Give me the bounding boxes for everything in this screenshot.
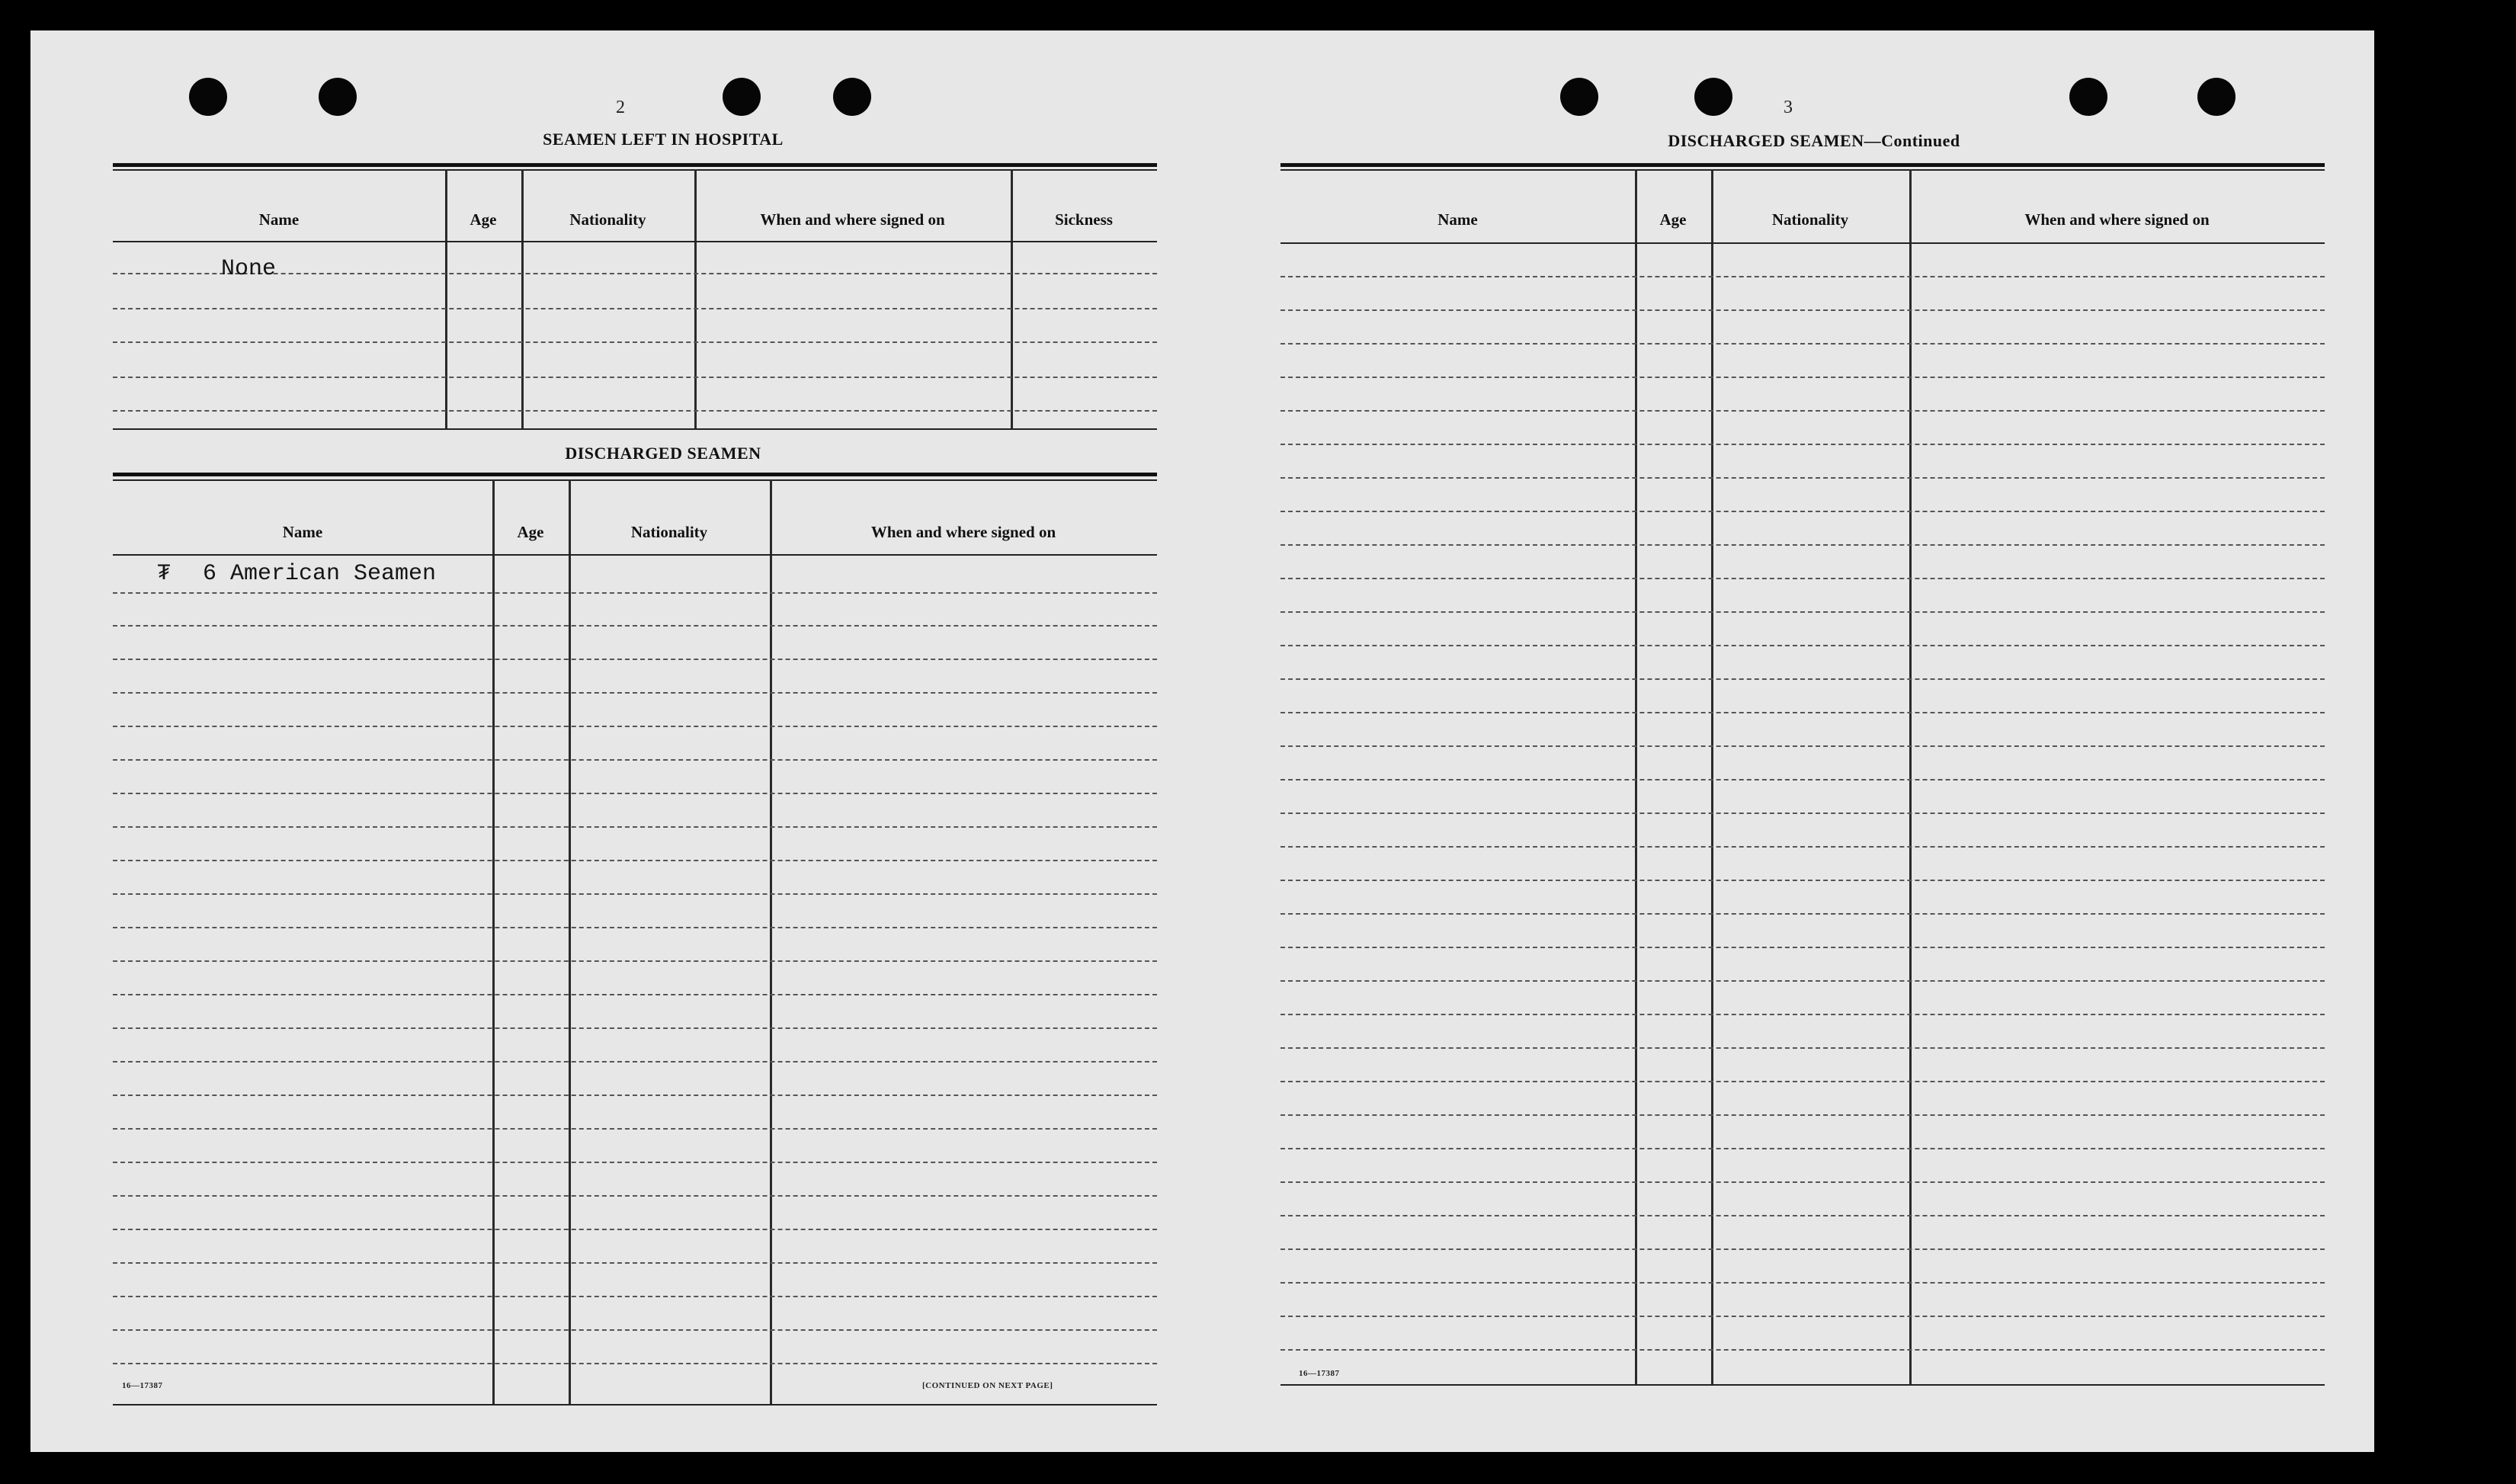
header-age: Age	[517, 523, 544, 541]
punch-hole	[2197, 78, 2236, 116]
title-main: DISCHARGED SEAMEN	[1668, 131, 1864, 150]
header-nationality: Nationality	[630, 523, 708, 541]
punch-hole	[2069, 78, 2107, 116]
page-number-left: 2	[616, 98, 625, 117]
header-name: Name	[282, 523, 323, 541]
header-signed-on: When and where signed on	[2024, 210, 2210, 229]
document-spread	[30, 30, 2374, 1452]
title-suffix: —Continued	[1864, 131, 1960, 150]
punch-hole	[1694, 78, 1732, 116]
hospital-section-title: SEAMEN LEFT IN HOSPITAL	[543, 130, 784, 149]
discharged-table-right	[1280, 160, 2325, 1395]
punch-hole	[833, 78, 871, 116]
discharged-entry: 6 American Seamen	[203, 561, 437, 587]
form-number-left: 16—17387	[122, 1381, 163, 1390]
header-nationality: Nationality	[569, 210, 646, 229]
header-age: Age	[470, 210, 497, 229]
form-number-right: 16—17387	[1299, 1369, 1340, 1378]
discharged-section-title: DISCHARGED SEAMEN	[565, 444, 761, 463]
punch-hole	[319, 78, 357, 116]
header-sickness: Sickness	[1055, 210, 1113, 229]
header-name: Name	[1437, 210, 1478, 229]
header-nationality: Nationality	[1771, 210, 1849, 229]
hospital-entry: None	[221, 256, 277, 282]
header-age: Age	[1659, 210, 1687, 229]
header-signed-on: When and where signed on	[760, 210, 945, 229]
punch-hole	[723, 78, 761, 116]
continued-note: [CONTINUED ON NEXT PAGE]	[922, 1381, 1053, 1390]
entry-mark: ₮	[157, 561, 171, 587]
punch-hole	[1560, 78, 1598, 116]
header-signed-on: When and where signed on	[870, 523, 1056, 541]
discharged-continued-title	[1471, 131, 2157, 151]
discharged-table-left	[113, 473, 1157, 1410]
header-name: Name	[258, 210, 300, 229]
punch-hole	[189, 78, 227, 116]
page-number-right: 3	[1784, 98, 1793, 117]
hospital-table	[113, 160, 1157, 457]
